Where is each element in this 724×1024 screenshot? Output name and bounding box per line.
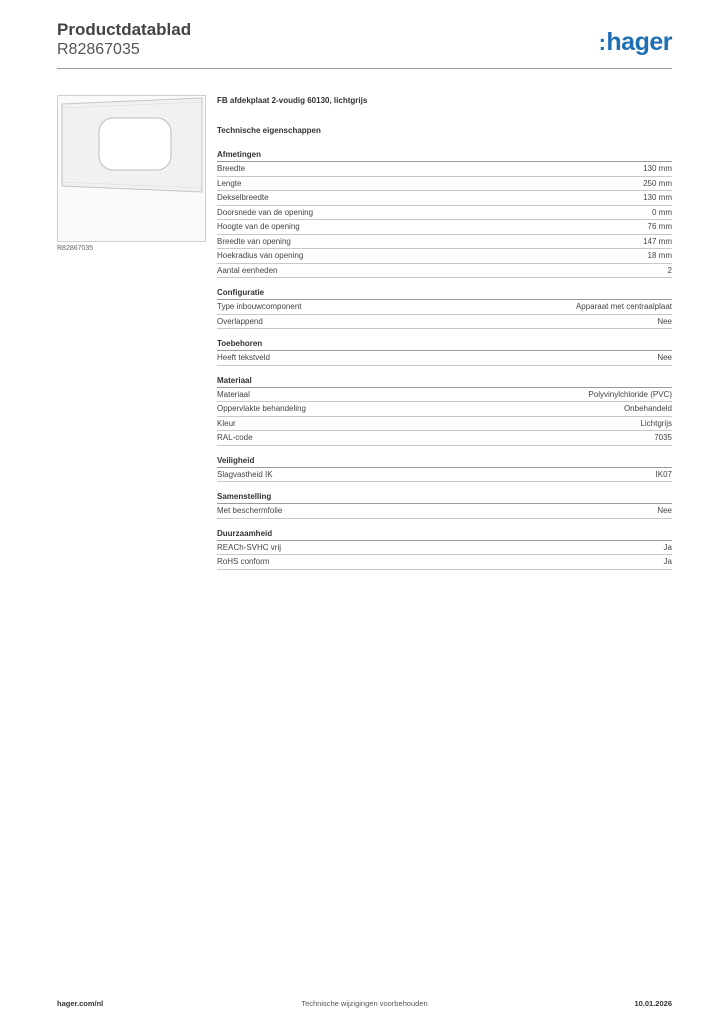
property-value: 18 mm: [647, 251, 672, 260]
property-label: Breedte van opening: [217, 236, 291, 246]
property-value: 76 mm: [647, 222, 672, 231]
property-label: Oppervlakte behandeling: [217, 404, 306, 413]
property-row: [217, 249, 672, 264]
property-value: 7035: [654, 433, 672, 442]
property-row: [217, 191, 672, 206]
property-row: [217, 315, 672, 330]
property-label: RAL-code: [217, 433, 253, 442]
property-value: 147 mm: [643, 236, 672, 246]
property-label: Overlappend: [217, 316, 263, 326]
property-label: Heeft tekstveld: [217, 353, 270, 362]
property-value: Onbehandeld: [623, 404, 672, 413]
property-value: Nee: [657, 316, 672, 326]
property-label: Aantal eenheden: [217, 265, 278, 275]
logo-text: hager: [606, 28, 672, 56]
property-row: [217, 220, 672, 235]
property-value: IK07: [655, 469, 672, 479]
property-value: Nee: [657, 506, 672, 515]
group-title: Materiaal: [217, 376, 672, 388]
property-value: 250 mm: [643, 178, 672, 188]
image-caption: R82867035: [57, 245, 94, 252]
page-header: [57, 20, 191, 60]
property-label: Materiaal: [217, 389, 250, 399]
group-title: Veiligheid: [217, 456, 672, 468]
document-title: Productdatablad: [57, 20, 192, 39]
property-value: Nee: [657, 353, 672, 362]
property-value: Ja: [663, 542, 672, 552]
property-group: [217, 529, 672, 570]
group-title: Configuratie: [217, 288, 672, 300]
group-title: Duurzaamheid: [217, 529, 672, 541]
property-row: [217, 264, 672, 279]
property-row: [217, 177, 672, 192]
property-row: [217, 417, 672, 432]
property-label: REACh-SVHC vrij: [217, 542, 282, 552]
property-value: Polyvinylchloride (PVC): [588, 389, 672, 399]
property-value: 130 mm: [643, 193, 672, 202]
property-row: [217, 388, 672, 403]
group-title: Toebehoren: [217, 339, 672, 351]
property-row: [217, 351, 672, 366]
header-divider: [57, 68, 672, 69]
property-label: Met beschermfolie: [217, 506, 283, 515]
hager-logo: [599, 28, 672, 57]
property-row: [217, 541, 672, 556]
property-group: [217, 456, 672, 483]
product-name: FB afdekplaat 2-voudig 60130, lichtgrijs: [217, 96, 368, 105]
section-heading: Technische eigenschappen: [217, 126, 321, 135]
property-label: Hoekradius van opening: [217, 251, 304, 260]
property-row: [217, 504, 672, 519]
property-label: Slagvastheid IK: [217, 469, 273, 479]
property-label: Kleur: [217, 418, 236, 428]
property-group: [217, 339, 672, 366]
cover-plate-icon: [58, 96, 205, 241]
property-row: [217, 300, 672, 315]
property-row: [217, 555, 672, 570]
property-group: [217, 150, 672, 278]
property-value: 130 mm: [643, 164, 672, 173]
property-label: Doorsnede van de opening: [217, 207, 314, 217]
logo-mark-icon: :: [598, 30, 606, 55]
property-value: Apparaat met centraalplaat: [575, 302, 672, 311]
product-details: [217, 96, 672, 570]
property-row: [217, 402, 672, 417]
property-label: Type inbouwcomponent: [217, 302, 302, 311]
property-value: 2: [667, 265, 672, 275]
property-value: Lichtgrijs: [640, 418, 672, 428]
group-title: Afmetingen: [217, 150, 672, 162]
property-value: Ja: [663, 557, 672, 566]
document-number: R82867035: [57, 41, 140, 58]
property-group: [217, 376, 672, 446]
property-group: [217, 288, 672, 329]
group-title: Samenstelling: [217, 492, 672, 504]
property-groups: [217, 150, 672, 570]
property-label: Hoogte van de opening: [217, 222, 300, 231]
property-row: [217, 468, 672, 483]
property-row: [217, 206, 672, 221]
property-group: [217, 492, 672, 519]
property-value: 0 mm: [652, 207, 672, 217]
property-row: [217, 431, 672, 446]
property-row: [217, 235, 672, 250]
property-row: [217, 162, 672, 177]
property-label: Breedte: [217, 164, 246, 173]
product-image: [57, 95, 206, 242]
footer-date: 10.01.2026: [634, 999, 672, 1008]
property-label: Lengte: [217, 178, 242, 188]
property-label: Dekselbreedte: [217, 193, 269, 202]
footer-disclaimer: Technische wijzigingen voorbehouden: [301, 999, 428, 1008]
footer-website[interactable]: hager.com/nl: [57, 999, 104, 1008]
property-label: RoHS conform: [217, 557, 270, 566]
